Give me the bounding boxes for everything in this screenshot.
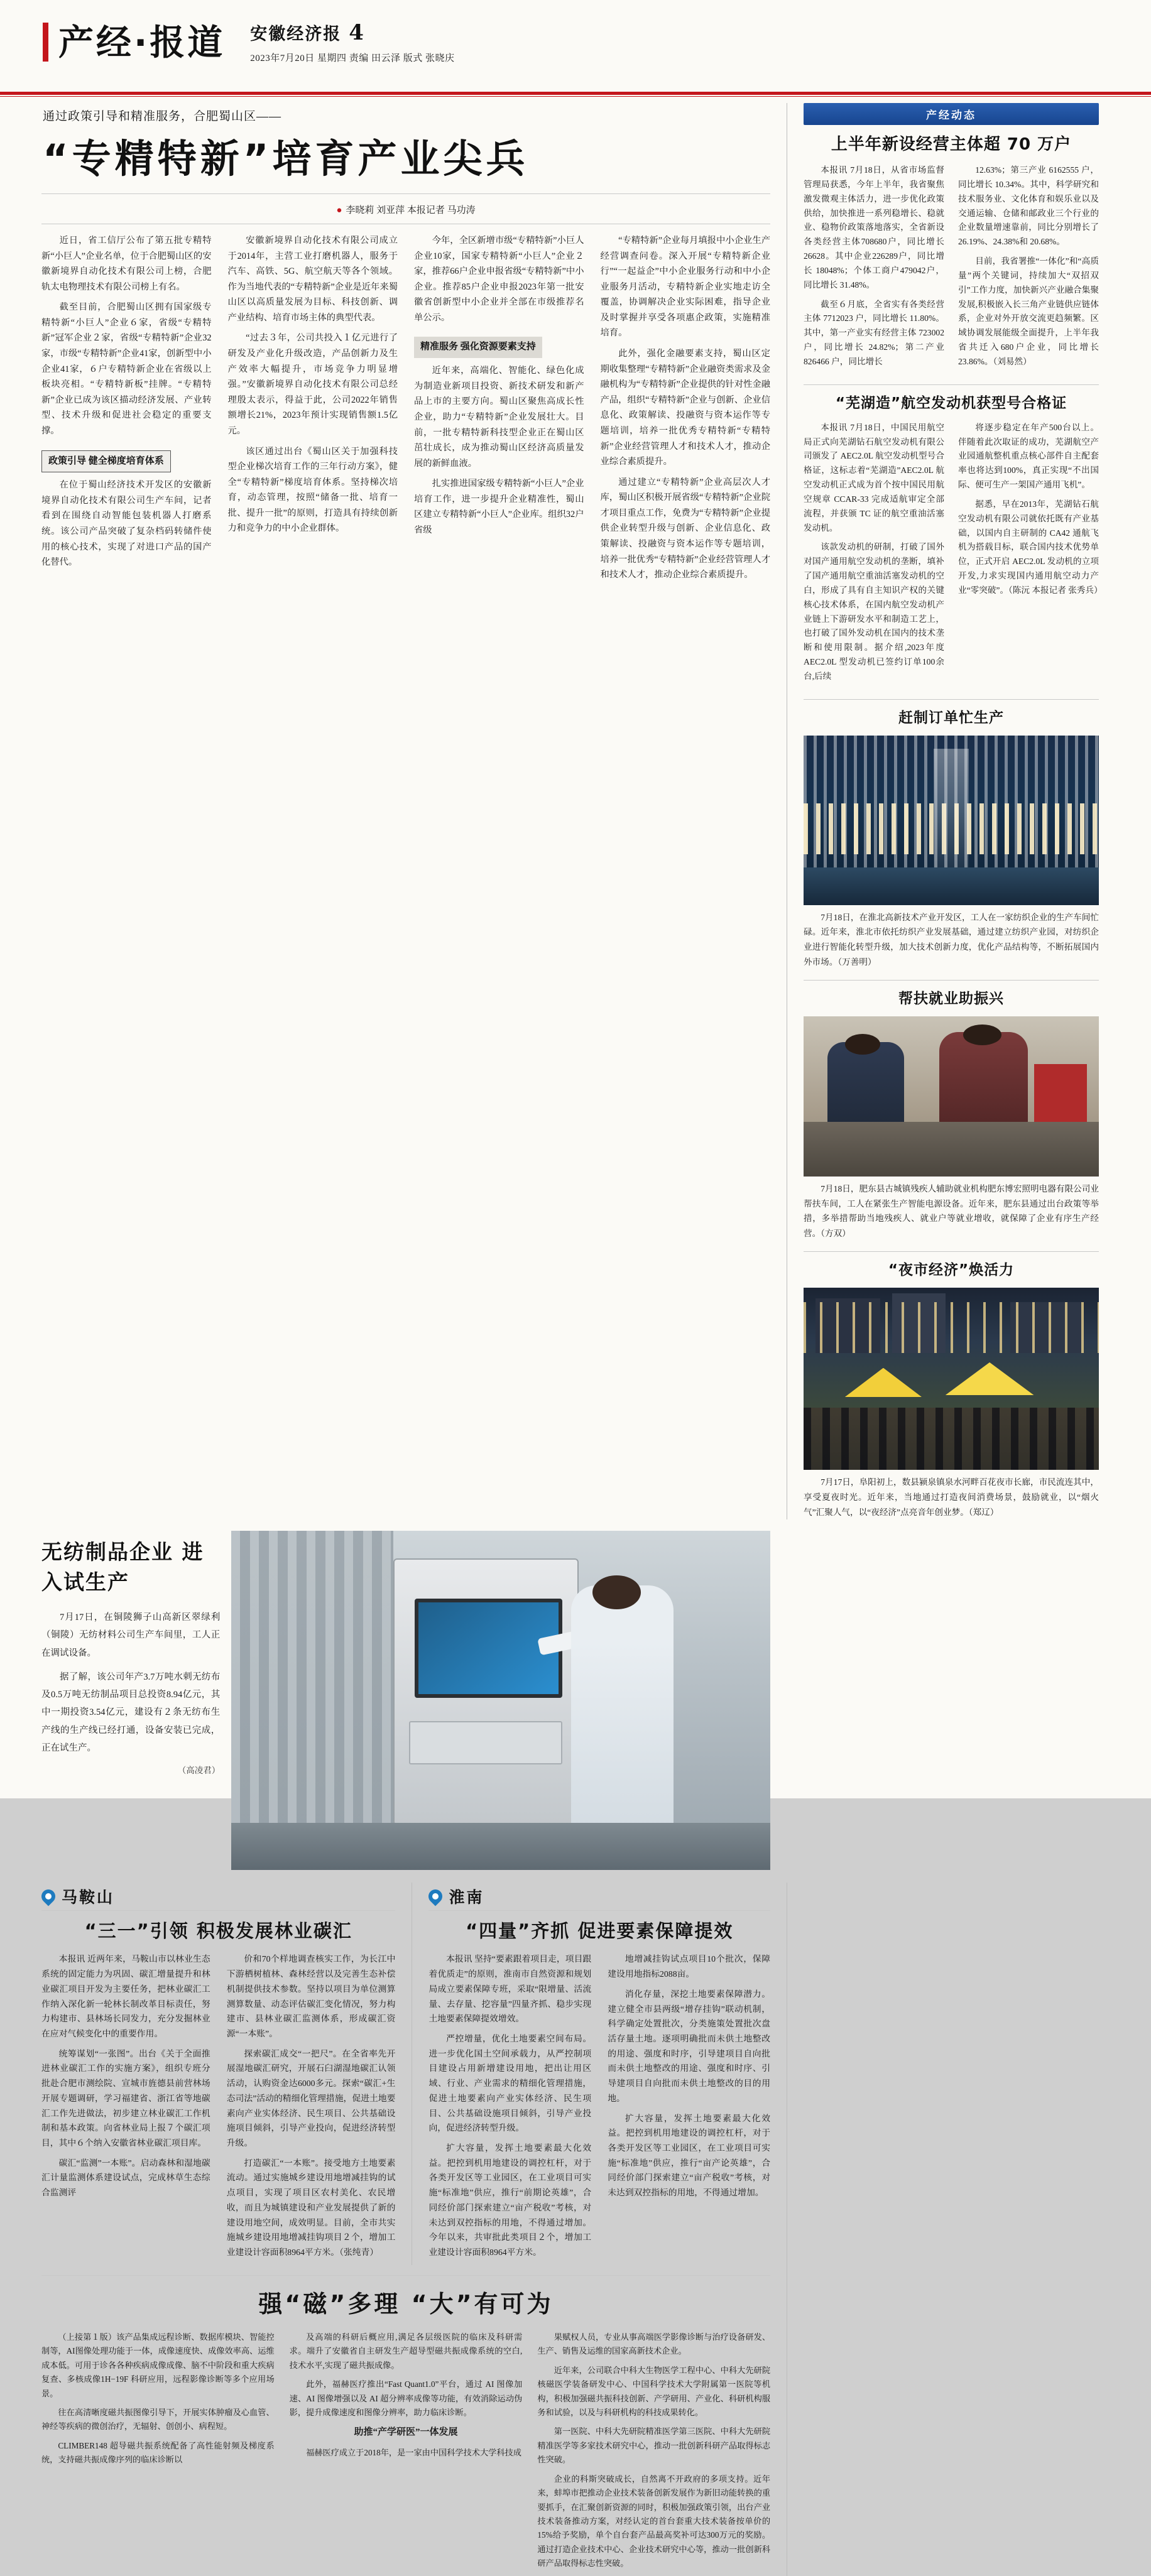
section-title: 产经·报道 <box>58 23 226 63</box>
paragraph: 该款发动机的研制，打破了国外对国产通用航空发动机的垄断，填补了国产通用航空重油活塞发动机的空白，形成了具有自主知识产权的关键核心技术体系，在国内航空发动机产业链上下游研发水平和制造工艺上，也打破了国外发动机在国内的技术垄断和使用限制。据介绍,2023年度 AEC2.0L 型发动机已签约订单100余台,后续 <box>804 542 944 681</box>
right-photo-title-3: “夜市经济”焕活力 <box>888 1261 1015 1278</box>
photo-caption-3: 7月17日，阜阳初上，数县颍泉镇泉水河畔百花夜市长廊，市民流连其中，享受夏夜时光。近年来，当地通过打造夜间消费场景，鼓励就业，以“烟火气”汇聚人气，以“夜经济”点亮音年创业梦。（郑辽） <box>804 1477 1099 1517</box>
paragraph: 近日，省工信厅公布了第五批专精特新“小巨人”企业名单，位于合肥蜀山区的安徽新境界自动化技术有限公司上榜，合肥轨太电物理技术有限公司榜上有名。 <box>41 236 212 292</box>
city-left-columns <box>41 1952 395 2264</box>
city-left-right-wrap <box>41 1883 770 2575</box>
paragraph: 统筹谋划“一张图”。出台《关于全面推进林业碳汇工作的实施方案》，组织专班分批赴合肥市测绘院、宣城市旌德县前营林场开展专题调研，学习福建省、浙江省等地碳汇工作先进做法，初步建立林业碳汇工作机制和基本政策。向省林业局上报７个碳汇项目，其中６个纳入安徽省林业碳汇项目库。 <box>41 2048 210 2148</box>
feature-headline: 强“磁”多理 “大”有可为 <box>258 2290 554 2318</box>
lead-col-4 <box>601 233 771 588</box>
paragraph: “过去３年，公司共投入１亿元进行了研发及产业化升级改造，产品创新力及生产效率大幅提升，市场竞争力明显增强。”安徽新境界自动化技术有限公司总经理殷太表示，得益于此，公司2022年销售额增长21%，2023年预计实现销售额1.5亿元。 <box>227 333 398 436</box>
paragraph: 本报讯 7月18日，中国民用航空局正式向芜湖钻石航空发动机有限公司颁发了 AEC2.0L 航空发动机型号合格证，这标志着“芜湖造”AEC2.0L 航空发动机正式成为首个按中国民用航空规章 CCAR-33 完成适航审定全部流程，并获颁 TC 证的航空重油活塞发动机。 <box>804 422 944 533</box>
map-pin-icon <box>426 1887 445 1906</box>
city-right-columns <box>428 1952 770 2264</box>
lead-col-3 <box>414 233 584 588</box>
feature-col-3 <box>537 2330 770 2576</box>
photo-story-credit: （高凌君） <box>177 1766 221 1776</box>
paragraph: 第一医院、中科大先研院精准医学第三医院、中科大先研院精准医学等多家技术研究中心，推动一批创新科研产品取得标志性突破。 <box>537 2427 771 2465</box>
paragraph: 今年，全区新增市级“专精特新”小巨人企业10家，国家专精特新“小巨人”企业２家，推荐66户企业申报省级“专精特新”中小企业。推荐85户企业申报2023年第一批安徽省创新型中小企业并全部在市级推荐名单公示。 <box>414 236 584 323</box>
paragraph: CLIMBER148 超导磁共振系统配备了高性能射频及梯度系统，支持磁共振成像序列的临床诊断以 <box>41 2440 275 2465</box>
city-name: 马鞍山 <box>62 1888 115 1907</box>
page-number: 4 <box>349 20 365 45</box>
lead-columns <box>41 233 770 588</box>
paragraph: 扩大容量，发挥土地要素最大化效益。把控到机用地建设的调控杠杆，对于各类开发区等工业园区，在工业项目可实施“标准地”供应，推行“前期论英雄”，合同经价部门探索建立“亩产税收”考核，对未达到双控指标的用地，不得通过增加。今年以来，共审批此类项目２个，增加工业建设计容面积8964平方米。 <box>428 2143 592 2258</box>
lead-headline: “专精特新”培育产业尖兵 <box>43 136 529 182</box>
photo-story-title: 无纺制品企业 进入试生产 <box>41 1540 204 1595</box>
right-a1-col1 <box>804 163 944 374</box>
city-header-maanshan <box>41 1885 395 1908</box>
right-a2-col1 <box>804 421 944 689</box>
divider <box>804 980 1099 981</box>
paragraph: 截至６月底，全省实有各类经营主体 7712023 户，同比增长 11.80%。其中，第一产业实有经营主体 723002 户，同比增长 24.82%；第二产业 826466 户，同比增长 <box>804 299 944 366</box>
masthead-meta <box>250 20 454 74</box>
paragraph: 打造碳汇“一本账”。接受地方土地要素流动。通过实施城乡建设用地增减挂钩的试点项目，实现了项目区农村美化、农民增收，而且为城镇建设和产业发展提供了新的建设用地空间，成效明显。目前，全市共实施城乡建设用地增减挂钩项目２个，增加工业建设计容面积8964平方米。（张纯青） <box>226 2158 396 2258</box>
paragraph: 扩大容量，发挥土地要素最大化效益。把控到机用地建设的调控杠杆，对于各类开发区等工业园区，在工业项目可实施“标准地”供应，推行“亩产论英雄”，合同经价部门探索建立“亩产税收”考核，对未达到双控指标的用地，不得通过增加。 <box>608 2113 770 2198</box>
right-article-1 <box>804 163 1099 374</box>
photo-textile-factory <box>804 736 1099 905</box>
masthead-date-credits: 2023年7月20日 星期四 责编 田云泽 版式 张晓庆 <box>250 53 455 63</box>
photo-caption-2: 7月18日，肥东县古城镇残疾人辅助就业机构肥东博宏照明电器有限公司业帮扶车间，工人在紧张生产智能电源设备。近年来，肥东县通过出台政策等举措，多举措帮助当地残疾人、就业户等就业增收，就保障了企业有序生产经营。（方双） <box>804 1183 1099 1239</box>
paragraph: 此外，强化金融要素支持，蜀山区定期收集整理“专精特新”企业融资类需求及金融机构为“专精特新”企业提供的针对性金融产品，组织“专精特新”企业与创新、企业信息化、政策解读、投融资与资本运作等专题培训，培养一批优秀专精特新“专精特新”企业经营管理人才和技术人才，推动企业综合素质提升。 <box>600 349 770 467</box>
paragraph: 消化存量，深挖土地要素保障潜力。建立健全市县两级“增存挂钩”联动机制，科学确定处置批次，分类施策处置批次盘活存量土地。逐项明确批而未供土地整改的用途、强度和时序，引导建项目自向批而未供土地整改的用途、强度和时序、引导建项目自向批而未供土地整改的目的用地。 <box>608 1989 770 2103</box>
paragraph: 目前，我省署推“一体化”和“高质量”两个关键词，持续加大“双招双引”工作力度，加快新兴产业融合集聚发展,积极嵌入长三角产业链供应链体系，企业对外开放交流更趋频繁。区域协调发展能级全面提升，上半年我省共迁入680户企业，同比增长23.86%。（刘易然） <box>958 256 1099 366</box>
photo-night-market <box>804 1288 1099 1470</box>
photo-story-body <box>41 1609 220 1757</box>
right-headline-1: 上半年新设经营主体超 70 万户 <box>831 135 1072 154</box>
right-column <box>804 103 1103 1519</box>
paragraph: 地增减挂钩试点项目10个批次，保障建设用地指标2088亩。 <box>608 1954 770 1979</box>
paragraph: 及高端的科研后概应用,满足各层级医院的临床及科研需求。端升了安徽省自主研发生产超导型磁共振成像系统的空白,技术水平,实现了磁共振成像。 <box>289 2332 523 2370</box>
paragraph: 本报讯 7月18日，从省市场监督管理局获悉，今年上半年，我省聚焦激发微观主体活力，进一步优化政策供给，加快推进一系列稳增长、稳就业、稳物价政策落地落实，全省新设各类经营主体708680户，同比增长 26628。其中企业226289户，同比增长 18048%；个体工商户479042户，同比增长 31.48%。 <box>804 165 944 290</box>
city-headline-huainan: “四量”齐抓 促进要素保障提效 <box>466 1920 734 1942</box>
byline-text: 李晓莉 刘亚萍 本报记者 马功涛 <box>346 205 476 215</box>
paragraph: 果赋权人员，专业从事高端医学影像诊断与治疗设备研发、生产、销售及运维的国家高新技术企业。 <box>537 2332 771 2356</box>
city-sections <box>41 1883 1110 2575</box>
paragraph: 近年来，公司联合中科大生物医学工程中心、中科大先研院核磁医学装备研发中心、中国科学技术大学附属第一医院等机构，积极加强磁共振科技创新、产学研用、产业化、科研机构服务和试验，以及与科研机构的科技成果转化。 <box>537 2365 771 2417</box>
paragraph: 碳汇“监测”一本账”。启动森林和湿地碳汇计量监测体系建设试点，完成林草生态综合监测评 <box>41 2158 210 2198</box>
city-block-maanshan <box>41 1883 395 2264</box>
lead-kicker: 通过政策引导和精准服务，合肥蜀山区—— <box>43 110 282 123</box>
label-service: 精准服务 强化资源要素支持 <box>414 337 542 358</box>
paragraph: 7月17日，在铜陵狮子山高新区翠绿利（铜陵）无纺材料公司生产车间里，工人正在调试设备。 <box>41 1612 221 1658</box>
city-name: 淮南 <box>449 1888 484 1907</box>
city-left-col1 <box>41 1952 210 2264</box>
right-article-2 <box>804 421 1103 689</box>
right-headline-2: “芜湖造”航空发动机获型号合格证 <box>835 394 1067 411</box>
lead-col-1 <box>41 233 212 588</box>
label-policy: 政策引导 健全梯度培育体系 <box>41 450 171 473</box>
city-block-huainan <box>428 1883 770 2264</box>
paragraph: 本报讯 坚持“要素跟着项目走，项目跟着优质走”的原则，淮南市自然资源和规划局成立要素保障专班，采取“限增量、活流量、去存量、挖容量”四量齐抓、稳步实现土地要素保障提效增效。 <box>428 1954 592 2024</box>
city-left-col2 <box>227 1952 396 2264</box>
masthead <box>0 0 1151 93</box>
paper-name-line <box>250 20 454 45</box>
photo-caption-1: 7月18日，在淮北高新技术产业开发区，工人在一家纺织企业的生产车间忙碌。近年来，淮北市依托纺织产业发展基础，通过建立纺织产业园，对纺织企业进行智能化转型升级，加大技术创新力度，优化产品结构等，不断拓展国内外市场。（万善明） <box>804 912 1099 967</box>
divider <box>41 2275 770 2276</box>
right-photo-title-2: 帮扶就业助振兴 <box>898 990 1004 1007</box>
paragraph: 据悉，早在2013年，芜湖钻石航空发动机有限公司就依托既有产业基础，以国内自主研制的 CA42 通航飞机为搭载目标，联合国内技术优势单位，正式开启 AEC2.0L 发动机的立项开发,力求实现国内通用航空动力产业“零突破”。（陈沅 本报记者 张秀兵） <box>958 499 1103 595</box>
photo-story-nonwoven <box>41 1531 770 1870</box>
paragraph: 往在高清晰度磁共振图像引导下，开展实体肿瘤及心血管、神经等疾病的微创治疗，无辐射、创创小、病程短。 <box>41 2407 275 2432</box>
city-headline-maanshan: “三一”引领 积极发展林业碳汇 <box>84 1920 352 1942</box>
lead-story <box>41 103 770 1519</box>
paragraph: 该区通过出台《蜀山区关于加强科技型企业梯次培育工作的三年行动方案》，健全“专精特新”梯度培育体系。坚持梯次培育，动态管理，按照“储备一批、培育一批、提升一批”的原则，打造具有持续创新力和竞争力的中小企业群体。 <box>227 446 398 534</box>
city-right-col1 <box>428 1952 591 2264</box>
city-right-col2 <box>608 1952 770 2264</box>
feature-col-2 <box>290 2330 523 2576</box>
paragraph: 截至目前，合肥蜀山区拥有国家级专精特新“小巨人”企业６家，省级“专精特新”冠军企业２家，省级“专精特新”企业32家，市级“专精特新”企业41家，创新型中小企业41家，６户专精特新企业在省级以上板块亮相。“专精特新板”挂牌。“专精特新”企业已成为该区描动经济发展、产业转型、技术升级和促进社会稳定的重要支撑。 <box>41 302 212 436</box>
divider <box>804 699 1099 700</box>
paragraph: 近年来，高端化、智能化、绿色化成为制造业新项目投资、新技术研发和新产品上市的主要方向。蜀山区聚焦高成长性企业，助力“专精特新”企业发展壮大。目前，一批专精特新科技型企业正在蜀山区茁壮成长，成为推动蜀山区经济高质量发展的新鲜血液。 <box>414 366 584 469</box>
right-a2-col2 <box>958 421 1103 689</box>
paragraph: 据了解，该公司年产3.7万吨水刺无纺布及0.5万吨无纺制品项目总投资8.94亿元，其中一期投资3.54亿元，建设有２条无纺布生产线的生产线已经打通，设备安装已完成，正在试生产。 <box>41 1671 221 1753</box>
paragraph: 本报讯 近两年来，马鞍山市以林业生态系统的固定能力为巩固、碳汇增量提升和林业碳汇项目开发为主要任务，把林业碳汇工作纳入深化新一轮林长制改革目标责任，努力构建市、县林场长同发力，充分发掘林业在应对气候变化中的重要作用。 <box>41 1954 210 2038</box>
photo-workshop-assistance <box>804 1016 1099 1177</box>
paragraph: 福赫医疗成立于2018年，是一家由中国科学技术大学科技成 <box>306 2447 521 2457</box>
lead-byline: ● 李晓莉 刘亚萍 本报记者 马功涛 <box>336 205 476 215</box>
paragraph: 将逐步稳定在年产500台以上。伴随着此次取证的成功，芜湖航空产业园通航整机重点核心部件自主配套率也将达到100%，真正实现“不出国际、便可生产一架国产通用飞机”。 <box>958 422 1099 490</box>
paper-name: 安徽经济报 <box>250 24 342 44</box>
paragraph: 此外，福赫医疗推出“Fast Quant1.0”平台，通过 AI 图像加速、AI 图像增强以及 AI 超分辨率成像等功能，有效消除运动伪影，提升成像速度和图像分辨率，助力临床诊断。 <box>289 2379 523 2417</box>
paragraph: 安徽新境界自动化技术有限公司成立于2014年，主营工业打磨机器人，服务于汽车、高铁、5G、航空航天等各个领域。作为当地代表的“专精特新”企业是近年来蜀山区以高质量发展为目标、科技创新、调产业结构、培育市场主体的典型代表。 <box>227 236 398 323</box>
divider <box>804 384 1099 385</box>
right-a1-col2 <box>958 163 1099 374</box>
right-column-spacer <box>804 1883 1099 2575</box>
divider <box>41 1910 395 1911</box>
photo-nonwoven-production-line <box>231 1531 770 1870</box>
divider <box>41 193 770 194</box>
photo-story-text <box>41 1531 231 1870</box>
paragraph: 扎实推进国家级专精特新“小巨人”企业培育工作，进一步提升企业精准性，蜀山区建立专精特新“小巨人”企业库。组织32户省级 <box>414 479 584 536</box>
right-photo-title-1: 赶制订单忙生产 <box>898 709 1004 726</box>
city-header-huainan <box>428 1885 770 1908</box>
paragraph: 价和70个样地调查核实工作，为长江中下游栖树植林、森林经营以及完善生态补偿机制提供技术参数。坚持以项目为单位测算测算数量、动态评估碳汇变化情况，努力构建市、县林业碳汇监测体系，形成碳汇资源“一本账”。 <box>226 1954 396 2038</box>
paragraph: 严控增量，优化土地要素空间布局。进一步优化国土空间承载力，从严控制项目建设占用新增建设用地，把出让用区域、行业、产业需求的精细化管理措施，促进土地要素向产业实体经济、民生项目、公共基础设施项目倾斜，引导产业投向，促进经济转型升级。 <box>428 2033 592 2133</box>
divider <box>804 1251 1099 1252</box>
paragraph: 在位于蜀山经济技术开发区的安徽新境界自动化技术有限公司生产车间，记者看到在围绕自动智能包装机器人打磨系统。该公司产品突破了复杂档码转储件使用的核心技术，实现了对进口产品的国产化替代。 <box>41 480 212 568</box>
paragraph: “专精特新”企业每月填报中小企业生产经营调查问卷。深入开展“专精特新企业行”“一起益企”中小企业服务行动和中小企业服务月活动，专精特新企业实地走访全覆盖，协调解决企业实际困难，指导企业及时掌握并享受各项惠企政策，实施精准培育。 <box>600 236 770 339</box>
feature-subhead: 助推“产学研医”一体发展 <box>354 2427 458 2438</box>
feature-columns <box>41 2330 770 2576</box>
paragraph: 探索碳汇成交“一把尺”。在全省率先开展湿地碳汇研究，开展石臼湖湿地碳汇认领活动，认购资金达6000多元。探索“碳汇+生态司法”活动的精细化管理措施，促进土地要素向产业实体经济、民生项目、公共基础设施项目倾斜，引导产业投向，促进经济转型升级。 <box>226 2048 396 2148</box>
divider <box>428 1910 770 1911</box>
section-banner-industry-news: 产经动态 <box>804 103 1099 125</box>
top-section <box>41 103 1110 1519</box>
map-pin-icon <box>38 1887 58 1906</box>
lead-col-2 <box>228 233 398 588</box>
paragraph: （上接第１版）该产品集成远程诊断、数据库模块、智能控制等，AI图像处理功能于一体，成像速度快、成像效率高、运维成本低。可用于诊各各种疾病成像成像、脑不中阶段和重大疾病复查、多核成像1H−19F 科研应用，远程影像诊断等多个应用场景。 <box>41 2332 275 2398</box>
paragraph: 企业的科斯突破成长，自然离不开政府的多项支持。近年来，蚌埠市把推动企业技术装备创新发展作为新旧动能转换的重要抓手，在汇聚创新资源的同时，积极加强政策引领，出台产业技术装备推动方案，对经认定的首台套重大技术装备按单价的15%给予奖励，单个自台套产品最高奖补可达300万元的奖励。通过打造企业技术中心、企业技术研究中心等，推动一批创新科研产品取得标志性突破。 <box>537 2474 771 2568</box>
feature-col-1 <box>41 2330 275 2576</box>
masthead-red-bar <box>43 23 48 62</box>
paragraph: 12.63%；第三产业 6162555 户，同比增长 10.34%。其中，科学研究和技术服务业、文化体育和娱乐业以及交通运输、仓储和邮政业三个行业的企业数量增速靠前，同比分别增长了 26.19%、24.38%和 20.68%。 <box>958 165 1099 247</box>
paragraph: 通过建立“专精特新”企业高层次人才库，蜀山区积极开展省级“专精特新”企业院才项目重点工作，免费为“专精特新”企业提供企业转型升级与创新、企业信息化、政策解读、投融资与资本运作等专题培训，培养一批优秀“专精特新”企业经营管理人才和技术人才，推动企业综合素质提升。 <box>600 477 770 580</box>
